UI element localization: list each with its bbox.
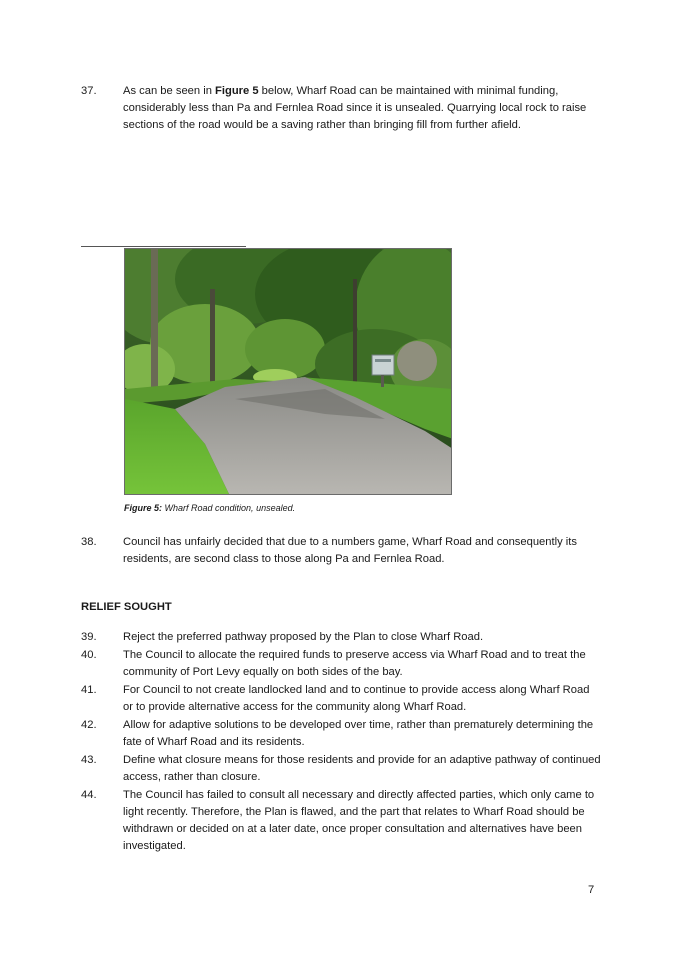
paragraph-text bbox=[123, 83, 601, 134]
relief-item-39 bbox=[81, 629, 601, 646]
item-text: Allow for adaptive solutions to be developed over time, rather than prematurely determining the fate of Wharf Road and its residents. bbox=[123, 719, 594, 748]
item-number: 43. bbox=[81, 754, 97, 766]
item-text: For Council to not create landlocked land and to continue to provide access along Wharf Road or to provide alternative access for the community along Wharf Road. bbox=[123, 684, 590, 713]
paragraph-text: Council has unfairly decided that due to a numbers game, Wharf Road and consequently its residents, are second class to those along Pa and Fernlea Road. bbox=[123, 536, 577, 565]
paragraph-number: 38. bbox=[81, 536, 97, 548]
caption-label: Figure 5: bbox=[124, 503, 163, 513]
section-heading: RELIEF SOUGHT bbox=[81, 601, 172, 613]
text-run: As can be seen in bbox=[123, 85, 216, 97]
paragraph-38 bbox=[81, 534, 601, 568]
relief-item-40 bbox=[81, 647, 601, 681]
paragraph-37 bbox=[81, 83, 601, 134]
page-number: 7 bbox=[588, 884, 595, 896]
item-text: Define what closure means for those residents and provide for an adaptive pathway of continued access, rather than closure. bbox=[123, 754, 601, 783]
item-number: 39. bbox=[81, 631, 97, 643]
relief-item-41 bbox=[81, 682, 601, 716]
caption-text: Wharf Road condition, unsealed. bbox=[162, 503, 296, 513]
relief-item-43 bbox=[81, 752, 601, 786]
wharf-road-photo bbox=[124, 248, 452, 495]
item-text: The Council has failed to consult all necessary and directly affected parties, which only came to light recently. Therefore, the Plan is flawed, and the part that relates to Wharf Road should be withdrawn or decided on at a later date, once proper consultation and alternatives have been investigated. bbox=[123, 789, 595, 852]
figure-reference: Figure 5 bbox=[215, 85, 259, 97]
relief-item-44 bbox=[81, 787, 601, 855]
relief-item-42 bbox=[81, 717, 601, 751]
separator-line bbox=[81, 246, 246, 247]
item-text: The Council to allocate the required funds to preserve access via Wharf Road and to treat the community of Port Levy equally on both sides of the bay. bbox=[123, 649, 586, 678]
paragraph-number: 37. bbox=[81, 85, 97, 97]
text-run: below, Wharf Road can be maintained with minimal funding, considerably less than Pa and Fernlea Road since it is unsealed. Quarrying local rock to raise sections of the road would be a saving rather than bringing fill from further afield. bbox=[123, 85, 587, 131]
item-number: 44. bbox=[81, 789, 97, 801]
item-number: 41. bbox=[81, 684, 97, 696]
item-number: 42. bbox=[81, 719, 97, 731]
item-text: Reject the preferred pathway proposed by the Plan to close Wharf Road. bbox=[123, 631, 484, 643]
item-number: 40. bbox=[81, 649, 97, 661]
figure-caption bbox=[124, 503, 295, 513]
